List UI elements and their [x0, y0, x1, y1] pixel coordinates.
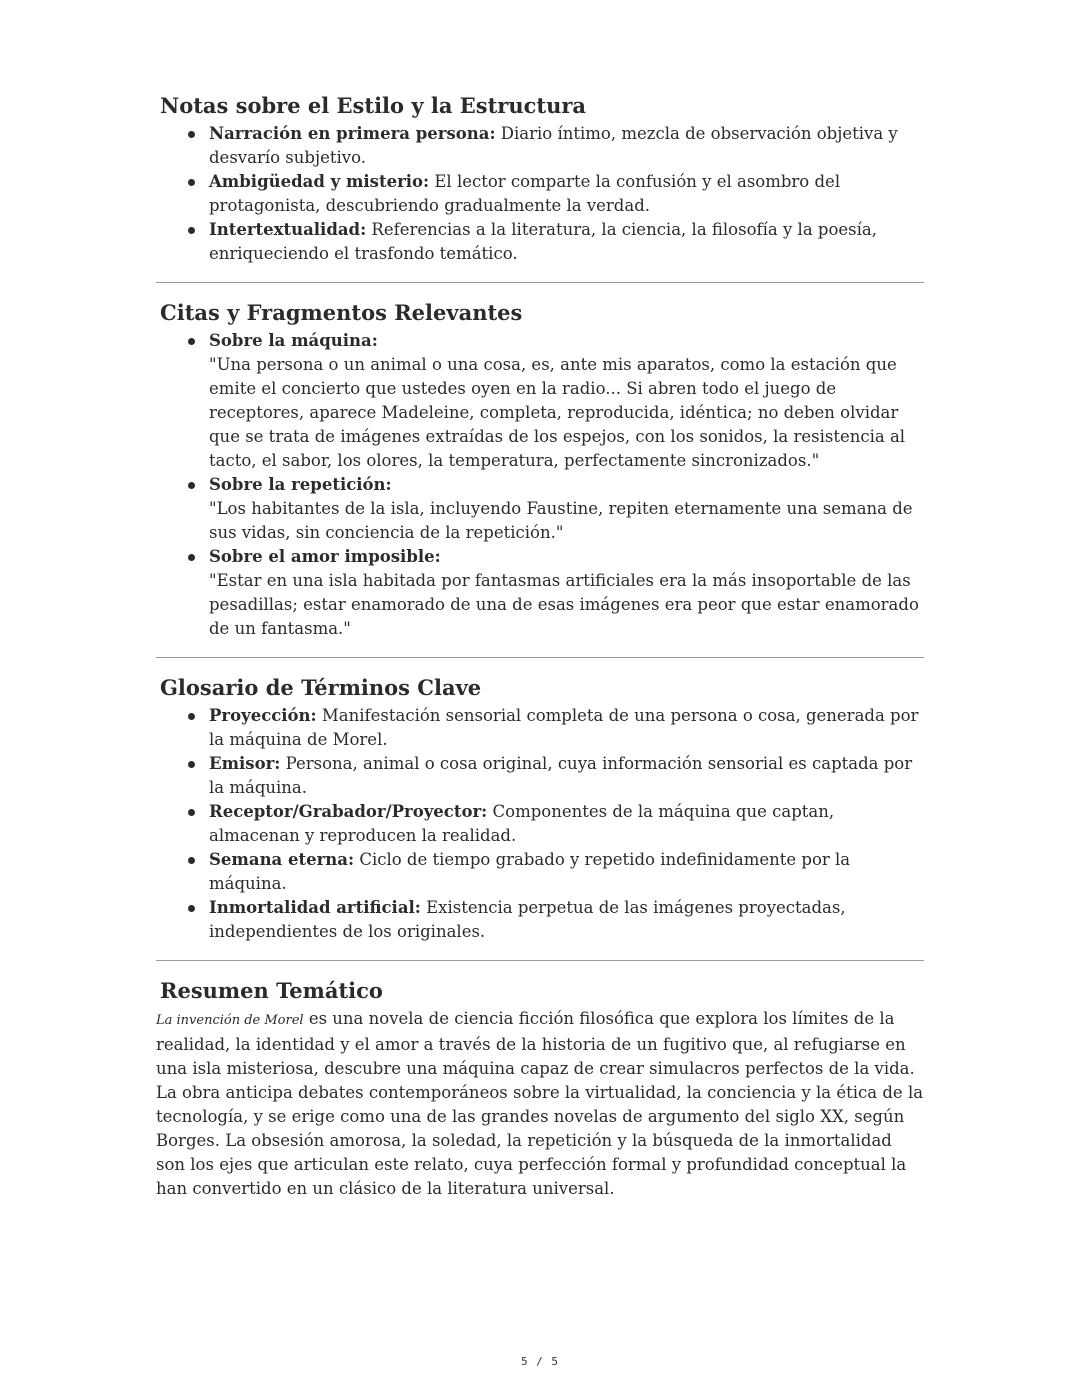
list-item-term: Narración en primera persona:	[209, 124, 496, 143]
page-number: 5 / 5	[520, 1355, 560, 1368]
section-divider	[156, 282, 924, 283]
list-item-term: Receptor/Grabador/Proyector:	[209, 802, 488, 821]
list-item-term: Sobre la repetición:	[209, 475, 392, 494]
section-divider	[156, 960, 924, 961]
document-page	[156, 92, 924, 1201]
list-item	[209, 329, 924, 473]
summary-paragraph	[156, 1007, 924, 1201]
list-item-term: Ambigüedad y misterio:	[209, 172, 430, 191]
list-item-text: Diario íntimo, mezcla de observación objetiva y desvarío subjetivo.	[209, 124, 898, 167]
list-item-term: Inmortalidad artificial:	[209, 898, 421, 917]
style-list	[156, 122, 924, 266]
list-item	[209, 170, 924, 218]
list-item	[209, 896, 924, 944]
quote-text: "Estar en una isla habitada por fantasmas artificiales era la más insoportable de las pesadillas; estar enamorado de una de esas imágenes era peor que estar enamorado de un fantasma."	[209, 571, 919, 638]
section-heading: Resumen Temático	[160, 978, 383, 1003]
style-section	[156, 92, 924, 266]
list-item	[209, 122, 924, 170]
glossary-section	[156, 674, 924, 944]
section-heading: Notas sobre el Estilo y la Estructura	[160, 93, 587, 118]
section-divider	[156, 657, 924, 658]
section-heading: Citas y Fragmentos Relevantes	[160, 300, 523, 325]
quotes-list	[156, 329, 924, 641]
list-item	[209, 218, 924, 266]
list-item-text: Componentes de la máquina que captan, almacenan y reproducen la realidad.	[209, 802, 835, 845]
list-item-text: Ciclo de tiempo grabado y repetido indefinidamente por la máquina.	[209, 850, 851, 893]
list-item	[209, 800, 924, 848]
list-item	[209, 473, 924, 545]
list-item-term: Sobre el amor imposible:	[209, 547, 441, 566]
list-item-term: Sobre la máquina:	[209, 331, 378, 350]
list-item	[209, 848, 924, 896]
list-item-text: El lector comparte la confusión y el asombro del protagonista, descubriendo gradualmente la verdad.	[209, 172, 841, 215]
summary-text: es una novela de ciencia ficción filosófica que explora los límites de la realidad, la identidad y el amor a través de la historia de un fugitivo que, al refugiarse en una isla misteriosa, descubre una máquina capaz de crear simulacros perfectos de la vida. La obra anticipa debates contemporáneos sobre la virtualidad, la conciencia y la ética de la tecnología, y se erige como una de las grandes novelas de argumento del siglo XX, según Borges. La obsesión amorosa, la soledad, la repetición y la búsqueda de la inmortalidad son los ejes que articulan este relato, cuya perfección formal y profundidad conceptual la han convertido en un clásico de la literatura universal.	[156, 1009, 924, 1198]
list-item-term: Proyección:	[209, 706, 317, 725]
quotes-section	[156, 299, 924, 641]
summary-section	[156, 977, 924, 1201]
quote-text: "Los habitantes de la isla, incluyendo Faustine, repiten eternamente una semana de sus vidas, sin conciencia de la repetición."	[209, 499, 913, 542]
section-heading: Glosario de Términos Clave	[160, 675, 482, 700]
quote-text: "Una persona o un animal o una cosa, es, ante mis aparatos, como la estación que emite el concierto que ustedes oyen en la radio... Si abren todo el juego de receptores, aparece Madeleine, completa, reproducida, idéntica; no deben olvidar que se trata de imágenes extraídas de los espejos, con los sonidos, la resistencia al tacto, el sabor, los olores, la temperatura, perfectamente sincronizados."	[209, 355, 906, 470]
list-item-term: Intertextualidad:	[209, 220, 367, 239]
list-item-term: Semana eterna:	[209, 850, 355, 869]
list-item-text: Referencias a la literatura, la ciencia, la filosofía y la poesía, enriqueciendo el trasfondo temático.	[209, 220, 877, 263]
list-item	[209, 704, 924, 752]
list-item-text: Manifestación sensorial completa de una persona o cosa, generada por la máquina de Morel.	[209, 706, 919, 749]
list-item-text: Persona, animal o cosa original, cuya información sensorial es captada por la máquina.	[209, 754, 913, 797]
glossary-list	[156, 704, 924, 944]
list-item-text: Existencia perpetua de las imágenes proyectadas, independientes de los originales.	[209, 898, 846, 941]
list-item	[209, 752, 924, 800]
list-item	[209, 545, 924, 641]
list-item-term: Emisor:	[209, 754, 281, 773]
book-title: La invención de Morel	[156, 1013, 304, 1028]
